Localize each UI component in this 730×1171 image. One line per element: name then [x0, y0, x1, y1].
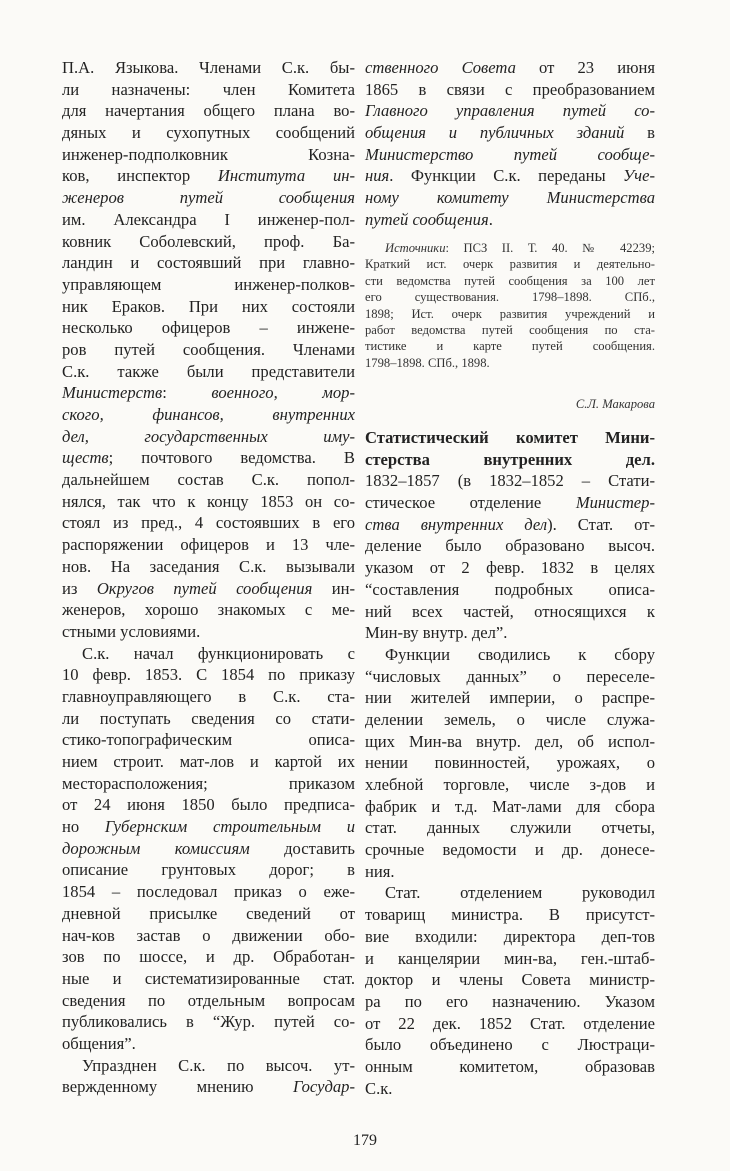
text: от 24 июня 1850 было предписа-	[62, 795, 355, 815]
text: дяных и сухопутных сообщений	[62, 123, 355, 143]
text: им. Александра I инженер-пол-	[62, 209, 355, 229]
text: управляющем инженер-полков-	[62, 274, 355, 294]
text-line	[62, 968, 355, 990]
text-line	[365, 470, 655, 492]
text-line	[62, 361, 355, 383]
text-line	[365, 666, 655, 688]
italic-text: дорожным комиссиям	[62, 838, 250, 858]
text-line	[365, 579, 655, 601]
text: ин-	[312, 578, 355, 598]
italic-text: Министерств	[62, 383, 163, 403]
paragraph	[365, 882, 655, 1099]
text: стными условиями.	[62, 621, 201, 641]
text-line	[62, 426, 355, 448]
text-line	[62, 165, 355, 187]
text-line	[365, 926, 655, 948]
text: стическое отделение	[365, 493, 576, 513]
text-line	[62, 903, 355, 925]
text-line	[365, 187, 655, 209]
text-line	[365, 514, 655, 536]
right-column-continuation	[365, 57, 655, 231]
text-line	[62, 729, 355, 751]
text-line	[62, 447, 355, 469]
paragraph	[62, 1055, 355, 1098]
text-line	[365, 557, 655, 579]
text-line	[365, 256, 655, 272]
text-line	[62, 859, 355, 881]
text: нялся, так что к концу 1853 он со-	[62, 491, 355, 511]
text-line	[62, 1033, 355, 1055]
text-line	[365, 1013, 655, 1035]
paragraph	[62, 57, 355, 643]
text: нии жителей империи, о распре-	[365, 688, 655, 708]
text: от 23 июня	[515, 58, 655, 77]
text: публиковались в “Жур. путей со-	[62, 1012, 355, 1032]
italic-text: общения и публичных зданий	[365, 123, 625, 143]
text: дальнейшем состав С.к. попол-	[62, 470, 355, 490]
text: стико-топографическим описа-	[62, 730, 355, 750]
text-line	[62, 773, 355, 795]
text-line	[365, 817, 655, 839]
paragraph	[365, 57, 655, 231]
text: П.А. Языкова. Членами С.к. бы-	[62, 58, 355, 77]
text-line	[365, 535, 655, 557]
text: “числовых данных” о переселе-	[365, 666, 655, 686]
text-line	[62, 534, 355, 556]
text: ли поступать сведения со стати-	[62, 708, 355, 728]
text-line	[62, 881, 355, 903]
italic-text: дел, государственных иму-	[62, 426, 355, 446]
text-line	[365, 1034, 655, 1056]
text-line	[365, 948, 655, 970]
text-line	[365, 449, 655, 471]
text: ; почтового ведомства. В	[108, 448, 355, 468]
text-line	[365, 355, 655, 371]
text: делении земель, о числе служа-	[365, 709, 655, 729]
text-line	[62, 79, 355, 101]
text-line	[62, 1055, 355, 1077]
text-line	[62, 838, 355, 860]
page-number: 179	[353, 1132, 377, 1149]
text: женеров, хорошо знакомых с ме-	[62, 600, 355, 620]
text: несколько офицеров – инжене-	[62, 318, 355, 338]
text: :	[162, 383, 212, 403]
text: ли назначены: член Комитета	[62, 79, 355, 99]
text: фабрик и т.д. Мат-лами для сбора	[365, 796, 655, 816]
text: ковник Соболевский, проф. Ба-	[62, 231, 355, 251]
text: Краткий ист. очерк развития и деятельно-	[365, 257, 655, 272]
text: стоял из пред., 4 состоявших в его	[62, 513, 355, 533]
text: вие входили: директора деп-тов	[365, 926, 655, 946]
text: деление было образовано высоч.	[365, 536, 655, 556]
text-line	[62, 990, 355, 1012]
text-line	[365, 209, 655, 231]
italic-text: ному комитету Министерства	[365, 188, 655, 208]
text: Мин-ву внутр. дел”.	[365, 623, 508, 643]
text-line	[62, 708, 355, 730]
italic-text: Главного управления путей со-	[365, 101, 655, 121]
text-line	[62, 339, 355, 361]
text-line	[62, 816, 355, 838]
italic-text: женеров путей сообщения	[62, 188, 355, 208]
italic-text: ского, финансов, внутренних	[62, 405, 355, 424]
text-line	[62, 686, 355, 708]
text: ра по его назначению. Указом	[365, 991, 655, 1011]
text-line	[365, 839, 655, 861]
text: ний всех частей, относящихся к	[365, 601, 655, 621]
text: сти ведомства путей сообщения за 100 лет	[365, 273, 655, 288]
text-line	[365, 774, 655, 796]
author-signature: С.Л. Макарова	[575, 397, 655, 411]
italic-text: Округов путей сообщения	[96, 578, 313, 598]
text-line	[365, 338, 655, 354]
italic-text: Губернским строительным и	[104, 817, 356, 837]
italic-text: Государ-	[293, 1077, 355, 1097]
paragraph	[365, 470, 655, 644]
text-line	[365, 687, 655, 709]
text-line	[365, 861, 655, 883]
italic-text: ственного Совета	[365, 58, 516, 77]
text-line	[365, 644, 655, 666]
text: и канцелярии мин-ва, ген.-штаб-	[365, 948, 655, 968]
text-line	[62, 794, 355, 816]
text: сведения по отдельным вопросам	[62, 990, 355, 1010]
text-line	[365, 991, 655, 1013]
text-line	[62, 187, 355, 209]
italic-text: ния	[365, 166, 390, 186]
text-line	[62, 1076, 355, 1098]
text-line	[62, 404, 355, 426]
article-statistical-committee	[365, 427, 655, 1099]
text: доктор и члены Совета министр-	[365, 970, 655, 990]
paragraph	[62, 643, 355, 1055]
text-line	[62, 317, 355, 339]
article-heading	[365, 427, 655, 470]
text-line	[62, 122, 355, 144]
text-line	[62, 512, 355, 534]
text-line	[365, 122, 655, 144]
text: ник Ераков. При них состояли	[62, 296, 355, 316]
text: Функции сводились к сбору	[385, 644, 655, 664]
text: дневной присылке сведений от	[62, 903, 355, 923]
italic-text: Источники	[385, 241, 446, 255]
text: описание грунтовых дорог; в	[62, 860, 355, 880]
text: 10 февр. 1853. С 1854 по приказу	[62, 665, 355, 685]
text: С.к. начал функционировать с	[82, 643, 355, 663]
italic-text: ства внутренних дел	[365, 514, 548, 534]
text: главноуправляющего в С.к. ста-	[62, 686, 355, 706]
text: : ПСЗ II. Т. 40. № 42239;	[445, 241, 655, 255]
text: Упразднен С.к. по высоч. ут-	[82, 1055, 355, 1075]
text-line	[62, 382, 355, 404]
text: работ ведомства путей сообщения по ста-	[365, 322, 655, 337]
text-line	[365, 731, 655, 753]
text-line	[365, 79, 655, 101]
italic-text: путей сообщения	[365, 209, 489, 229]
text-line	[365, 969, 655, 991]
text: доставить	[249, 838, 355, 858]
text: ков, инспектор	[62, 166, 218, 186]
text-line	[365, 144, 655, 166]
text-line	[62, 925, 355, 947]
text-line	[62, 556, 355, 578]
text: .	[488, 209, 493, 229]
italic-text: Института ин-	[217, 166, 355, 186]
text-line	[62, 296, 355, 318]
text: инженер-подполковник Козна-	[62, 144, 355, 164]
text-line	[365, 100, 655, 122]
text-line	[365, 492, 655, 514]
text: стерства внутренних дел.	[365, 449, 655, 469]
text-line	[365, 427, 655, 449]
text-line	[365, 709, 655, 731]
text: 1865 в связи с преобразованием	[365, 79, 655, 99]
text-line	[62, 274, 355, 296]
text: ные и систематизированные стат.	[62, 968, 355, 988]
text: нач-ков застав о движении обо-	[62, 925, 355, 945]
text: ландин и состоявший при главно-	[62, 253, 355, 273]
text-line	[62, 664, 355, 686]
text-line	[62, 491, 355, 513]
text-line	[365, 273, 655, 289]
text-line	[62, 1011, 355, 1033]
text-line	[365, 289, 655, 305]
text: общения”.	[62, 1033, 136, 1053]
text: щих Мин-ва внутр. дел, об испол-	[365, 731, 655, 751]
text-line	[62, 751, 355, 773]
text-line	[62, 946, 355, 968]
italic-text: Министер-	[575, 493, 655, 513]
text-line	[62, 57, 355, 79]
text-line	[365, 622, 655, 644]
text-line	[62, 209, 355, 231]
text: указом от 2 февр. 1832 в целях	[365, 558, 655, 578]
text-line	[365, 240, 655, 256]
text-line	[365, 796, 655, 818]
text: тистике и карте путей сообщения.	[365, 339, 655, 354]
text: нием строит. мат-лов и картой их	[62, 752, 355, 771]
text-line	[62, 100, 355, 122]
text-line	[62, 252, 355, 274]
text-line	[62, 643, 355, 665]
text-line	[62, 231, 355, 253]
text: в	[624, 123, 655, 143]
text-line	[365, 752, 655, 774]
text: Стат. отделением руководил	[385, 883, 655, 903]
text: его существования. 1798–1898. СПб.,	[365, 290, 655, 305]
text: было объединено с Люстраци-	[365, 1035, 655, 1055]
text: 1854 – последовал приказ о еже-	[62, 882, 355, 902]
paragraph	[365, 240, 655, 371]
text-line	[365, 882, 655, 904]
italic-text: Министерство путей сообще-	[365, 144, 655, 164]
paragraph	[365, 644, 655, 883]
text: но	[62, 817, 105, 837]
text: от 22 дек. 1852 Стат. отделение	[365, 1013, 655, 1033]
text: Статистический комитет Мини-	[365, 428, 655, 447]
text: из	[62, 578, 97, 598]
text: ния.	[365, 861, 395, 881]
text: ). Стат. от-	[547, 514, 656, 534]
italic-text: ществ	[62, 448, 109, 468]
left-column	[62, 57, 355, 1098]
text: С.к. также были представители	[62, 361, 355, 381]
text-line	[365, 322, 655, 338]
text-line	[365, 904, 655, 926]
text: 1898; Ист. очерк развития учреждений и	[365, 306, 655, 321]
text-line	[62, 621, 355, 643]
text: 1798–1898. СПб., 1898.	[365, 355, 490, 370]
italic-text: военного, мор-	[211, 383, 356, 403]
text: С.к.	[365, 1078, 393, 1098]
text: зов по шоссе, и др. Обработан-	[62, 947, 355, 967]
text: для начертания общего плана во-	[62, 101, 355, 121]
text: товарищ министра. В присутст-	[365, 905, 655, 925]
text: хлебной торговле, числе з-дов и	[365, 775, 655, 794]
text-line	[365, 1078, 655, 1100]
text: срочные ведомости и др. донесе-	[365, 840, 655, 860]
text: онным комитетом, образовав	[365, 1056, 655, 1076]
text-line	[365, 601, 655, 623]
text: нении повинностей, урожаях, о	[365, 753, 655, 773]
text-line	[62, 599, 355, 621]
text: “составления подробных описа-	[365, 579, 655, 599]
text-line	[62, 578, 355, 600]
text: месторасположения; приказом	[62, 773, 355, 793]
text-line	[62, 469, 355, 491]
text: нов. На заседания С.к. вызывали	[62, 556, 355, 576]
text: стат. данных служили отчеты,	[365, 818, 655, 838]
text: 1832–1857 (в 1832–1852 – Стати-	[365, 471, 655, 491]
text: распоряжении офицеров и 13 чле-	[62, 535, 355, 555]
italic-text: Уче-	[623, 166, 655, 186]
text: . Функции С.к. переданы	[389, 166, 624, 186]
text-line	[365, 165, 655, 187]
text: ров путей сообщения. Членами	[62, 339, 355, 359]
sources-block	[365, 240, 655, 371]
text-line	[365, 57, 655, 79]
text: вержденному мнению	[62, 1077, 294, 1097]
text-line	[365, 306, 655, 322]
text-line	[62, 144, 355, 166]
text-line	[365, 1056, 655, 1078]
